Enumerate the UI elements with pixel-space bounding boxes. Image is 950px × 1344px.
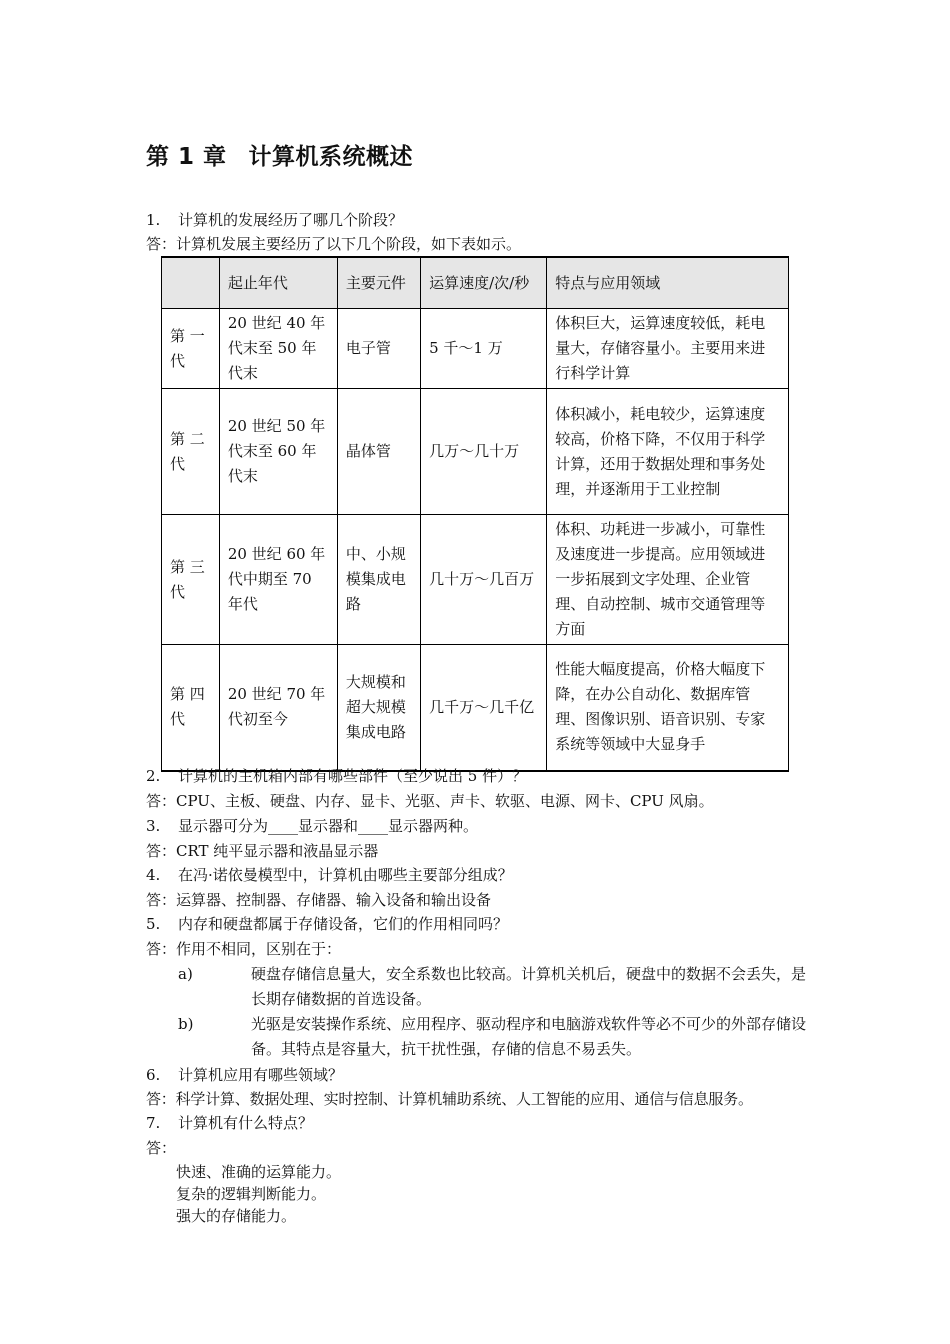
answer-2: 答：CPU、主板、硬盘、内存、显卡、光驱、声卡、软驱、电源、网卡、CPU 风扇。 [146, 792, 714, 810]
answer-3: 答：CRT 纯平显示器和液晶显示器 [146, 842, 379, 860]
speed-cell: 几十万～几百万 [421, 515, 547, 645]
feature-point: 快速、准确的运算能力。 [176, 1163, 342, 1181]
feature-point: 复杂的逻辑判断能力。 [176, 1185, 327, 1203]
table-header-cell: 主要元件 [337, 257, 420, 309]
list-item: b) 光驱是安装操作系统、应用程序、驱动程序和电脑游戏软件等必不可少的外部存储设备。其特点是容量大，抗干扰性强，存储的信息不易丢失。 [178, 1015, 807, 1058]
speed-cell: 几万～几十万 [421, 389, 547, 515]
feature-point: 强大的存储能力。 [176, 1207, 297, 1225]
question-5: 5. 内存和硬盘都属于存储设备，它们的作用相同吗？ [146, 915, 509, 933]
feature-cell: 体积巨大，运算速度较低，耗电量大，存储容量小。主要用来进行科学计算 [547, 309, 789, 389]
chapter-title [146, 138, 413, 171]
generation-cell: 第 一 代 [162, 309, 220, 389]
feature-cell: 体积、功耗进一步减小，可靠性及速度进一步提高。应用领域进一步拓展到文字处理、企业管理、自动控制、城市交通管理等方面 [547, 515, 789, 645]
answer-4: 答：运算器、控制器、存储器、输入设备和输出设备 [146, 891, 492, 909]
table-header-cell: 起止年代 [219, 257, 337, 309]
answer-5: 答：作用不相同，区别在于： [146, 940, 342, 958]
answer-7: 答： [146, 1139, 177, 1157]
answer-1: 答：计算机发展主要经历了以下几个阶段，如下表如示。 [146, 235, 522, 253]
question-4: 4. 在冯·诺依曼模型中，计算机由哪些主要部分组成？ [146, 866, 513, 884]
question-6: 6. 计算机应用有哪些领域？ [146, 1066, 344, 1084]
chapter-number: 第 1 章 [146, 144, 227, 170]
component-cell: 晶体管 [337, 389, 420, 515]
question-1: 1. 计算机的发展经历了哪几个阶段？ [146, 211, 404, 229]
chapter-name: 计算机系统概述 [248, 144, 414, 170]
question-7: 7. 计算机有什么特点？ [146, 1114, 314, 1132]
feature-cell: 体积减小，耗电较少，运算速度较高，价格下降，不仅用于科学计算，还用于数据处理和事务处理，并逐渐用于工业控制 [547, 389, 789, 515]
period-cell: 20 世纪 70 年代初至今 [219, 645, 337, 771]
component-cell: 中、小规模集成电路 [337, 515, 420, 645]
table-row [162, 645, 789, 771]
table-header-cell: 特点与应用领域 [547, 257, 789, 309]
generations-table [161, 256, 789, 772]
table-row [162, 309, 789, 389]
period-cell: 20 世纪 40 年代末至 50 年代末 [219, 309, 337, 389]
generation-cell: 第 三 代 [162, 515, 220, 645]
list-item: a) 硬盘存储信息量大，安全系数也比较高。计算机关机后，硬盘中的数据不会丢失，是长期存储数据的首选设备。 [178, 965, 807, 1008]
table-header-cell [162, 257, 220, 309]
table-row [162, 515, 789, 645]
period-cell: 20 世纪 50 年代末至 60 年代末 [219, 389, 337, 515]
generation-cell: 第 四 代 [162, 645, 220, 771]
table-header-row [162, 257, 789, 309]
feature-cell: 性能大幅度提高，价格大幅度下降，在办公自动化、数据库管理、图像识别、语音识别、专家系统等领域中大显身手 [547, 645, 789, 771]
table-row [162, 389, 789, 515]
speed-cell: 5 千～1 万 [421, 309, 547, 389]
generation-cell: 第 二 代 [162, 389, 220, 515]
component-cell: 大规模和超大规模集成电路 [337, 645, 420, 771]
answer-6: 答：科学计算、数据处理、实时控制、计算机辅助系统、人工智能的应用、通信与信息服务。 [146, 1090, 753, 1108]
table-header-cell: 运算速度/次/秒 [421, 257, 547, 309]
question-3: 3. 显示器可分为____显示器和____显示器两种。 [146, 817, 479, 835]
speed-cell: 几千万～几千亿 [421, 645, 547, 771]
component-cell: 电子管 [337, 309, 420, 389]
question-2: 2. 计算机的主机箱内部有哪些部件（至少说出 5 件）？ [146, 767, 528, 785]
period-cell: 20 世纪 60 年代中期至 70 年代 [219, 515, 337, 645]
